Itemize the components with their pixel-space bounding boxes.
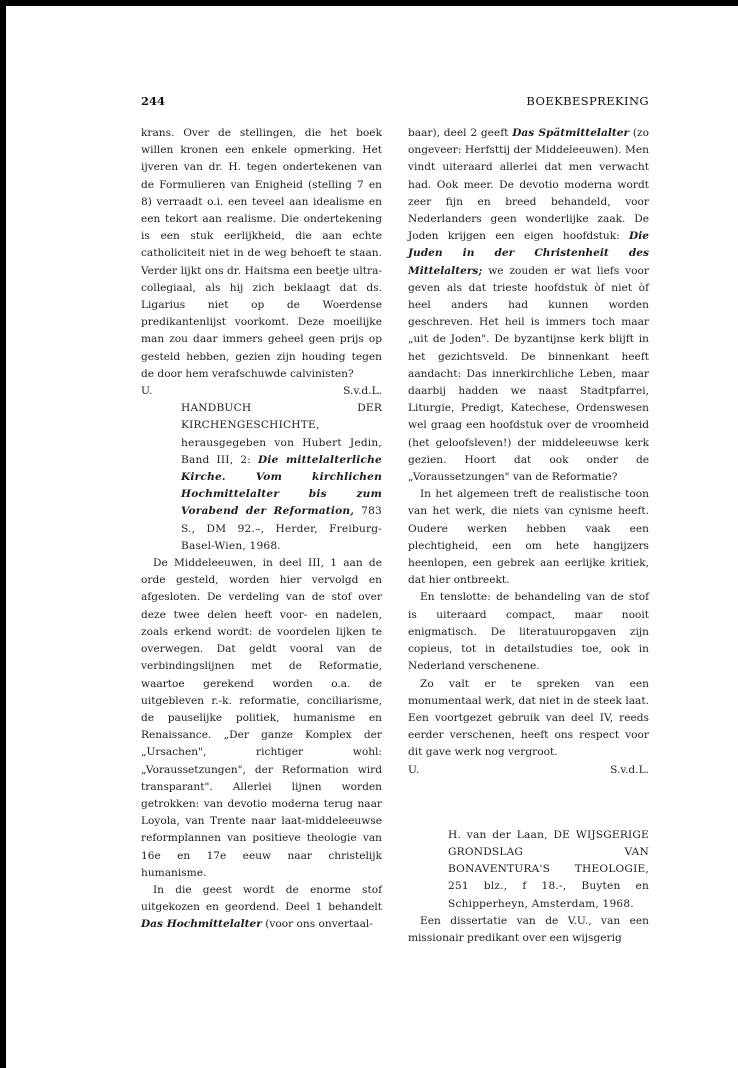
para-part-c: (zo ongeveer: Herfsttij der Middeleeuwen). Men vindt uiteraard allerlei dat men verwacht had. Ook meer. De devotio moderna wordt zeer fijn en breed behandeld, voor Nederlanders geen wonderlijke zaak. De Joden krijgen een eigen hoofdstuk: <box>408 127 649 243</box>
review3-heading: H. van der Laan, DE WIJSGERIGE GRONDSLAG VAN BONAVENTURA'S THEOLOGIE, 251 blz., f 18.-, Buyten en Schipperheyn, Amsterdam, 1968. <box>448 828 649 910</box>
review2-heading-subtitle: Die mittelalterliche Kirche. Vom kirchlichen Hochmittelalter bis zum Vorabend der Reformation, <box>181 453 382 518</box>
signature-author: S.v.d.L. <box>610 763 649 776</box>
running-head: BOEKBESPREKING <box>526 94 649 108</box>
review2-paragraph-5: En tenslotte: de behandeling van de stof is uiteraard compact, maar nooit enigmatisch. De literatuuropgaven zijn copieus, tot in detailstudies toe, ook in Nederland verschenene. <box>408 591 649 673</box>
review2-paragraph-1: De Middeleeuwen, in deel III, 1 aan de orde gesteld, worden hier vervolgd en afgesloten. De verdeling van de stof over deze twee delen heeft voor- en nadelen, zoals erkend wordt: de voordelen lijken te overwegen. Dat geldt vooral van de verbindingslijnen met de Reformatie, waartoe gerekend worden o.a. de uitgebleven r.-k. reformatie, conciliarisme, de pauselijke politiek, humanisme en Renaissance. „Der ganze Komplex der „Ursachen", richtiger wohl: „Voraussetzungen", der Reformation wird transparant". Allerlei lijnen worden getrokken: van devotio moderna terug naar Loyola, van Trente naar laat-middeleeuwse reformplannen van positieve theologie van 16e en 17e eeuw naar christelijk humanisme. <box>141 557 382 879</box>
signature-author: S.v.d.L. <box>343 385 382 398</box>
left-column <box>141 125 382 934</box>
review2-heading <box>141 400 382 555</box>
review3-paragraph-1: Een dissertatie van de V.U., van een missionair predikant over een wijsgerig <box>408 914 649 944</box>
review2-signature <box>408 762 649 779</box>
review2-paragraph-6: Zo valt er te spreken van een monumentaal werk, dat niet in de steek laat. Een voortgezet gebruik van deel IV, reeds eerder verschenen, heeft ons respect voor dit gave werk nog vergroot. <box>408 677 649 759</box>
right-column <box>408 125 649 947</box>
review2-paragraph-3 <box>408 125 649 486</box>
para-part-e: we zouden er wat liefs voor geven als dat trieste hoofdstuk òf niet òf heel anders had kunnen worden geschreven. Het heil is immers toch maar „uit de Joden". De byzantijnse kerk blijft in het gezichtsveld. De binnenkant heeft aandacht: Das innerkirchliche Leben, maar daarbij hadden we naast Stadtpfarrei, Liturgie, Predigt, Katechese, Ordenswesen wel graag een hoofdstuk over de vroomheid (het geloofsleven!) der middeleeuwse kerk gezien. Hoort dat ook onder de „Voraussetzungen" van de Reformatie? <box>408 264 649 484</box>
para3-text: In die geest wordt de enorme stof uitgekozen en geordend. Deel 1 behandelt <box>141 883 382 914</box>
review2-heading-publication: 783 S., DM 92.–, Herder, Freiburg-Basel-Wien, 1968. <box>181 505 382 552</box>
para-part-a: baar), deel 2 geeft <box>408 127 513 139</box>
signature-initial: U. <box>141 385 153 398</box>
review2-paragraph-2 <box>141 882 382 934</box>
para-italic-juden: Die Juden in der Christenheit des Mittelalters; <box>408 230 649 277</box>
para3-tail: (voor ons onvertaal- <box>261 918 373 931</box>
signature-initial: U. <box>408 763 420 776</box>
para3-italic-title: Das Hochmittelalter <box>141 918 262 931</box>
review2-paragraph-4: In het algemeen treft de realistische toon van het werk, die niets van cynisme heeft. Oudere werken hebben vaak een plechtigheid, een om hete hangijzers heenlopen, een gebrek aan eerlijke kritiek, dat hier ontbreekt. <box>408 488 649 587</box>
review1-signature <box>141 383 382 400</box>
review2-heading-title: HANDBUCH DER KIRCHENGESCHICHTE, herausgegeben von Hubert Jedin, Band III, 2: <box>181 402 382 466</box>
review1-closing-paragraph: krans. Over de stellingen, die het boek willen kronen een enkele opmerking. Het ijveren van dr. H. tegen ondertekenen van de Formulieren van Enigheid (stelling 7 en 8) verraadt o.i. een teveel aan idealisme en een tekort aan realisme. Die ondertekening is een stuk eerlijkheid, die aan echte catholiciteit niet in de weg behoeft te staan. Verder lijkt ons dr. Haitsma een beetje ultra-collegiaal, als hij zich beklaagt dat ds. Ligarius niet op de Woerdense predikantenlijst voorkomt. Deze moeilijke man zou daar immers geheel geen prijs op gesteld hebben, gezien zijn houding tegen de door hem verafschuwde calvinisten? <box>141 127 382 380</box>
para-italic-spatmittelalter: Das Spätmittelalter <box>512 127 630 139</box>
page-number: 244 <box>141 94 166 108</box>
